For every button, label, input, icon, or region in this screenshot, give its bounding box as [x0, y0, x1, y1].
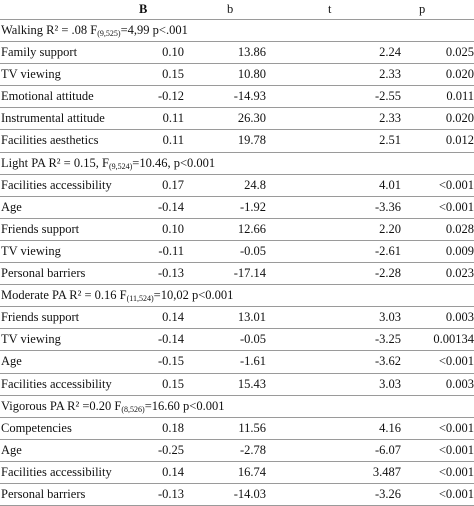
row-label: Facilities aesthetics — [1, 133, 99, 148]
section-title-rest: =16.60 p<0.001 — [144, 398, 225, 413]
table-row — [0, 484, 474, 506]
row-label: Friends support — [1, 310, 80, 325]
cell-p: 0.023 — [445, 266, 474, 281]
cell-p: 0.00134 — [433, 332, 474, 347]
table-row — [0, 307, 474, 329]
section-row — [0, 396, 474, 418]
row-label: Age — [1, 354, 22, 369]
cell-t: -3.26 — [374, 486, 401, 501]
section-title-rest: =4,99 p<.001 — [120, 23, 188, 37]
table-row — [0, 263, 474, 285]
table-row — [0, 64, 474, 86]
cell-b: -14.93 — [233, 89, 266, 104]
section-title-rest: =10.46, p<0.001 — [132, 155, 216, 170]
cell-B: 0.10 — [162, 45, 184, 60]
section-title-rest: =10,02 p<0.001 — [153, 288, 234, 303]
row-label: Personal barriers — [1, 266, 86, 281]
cell-p: 0.020 — [445, 111, 474, 126]
cell-p: 0.003 — [445, 376, 474, 391]
section-title-sub: (8,526) — [121, 404, 145, 414]
cell-t: -6.07 — [374, 442, 401, 457]
header-t: t — [328, 2, 332, 16]
section-title-main: Moderate PA R² = 0.16 F — [1, 288, 127, 303]
cell-B: 0.17 — [162, 177, 184, 192]
cell-b: -14.03 — [233, 486, 266, 501]
cell-p: 0.003 — [445, 310, 474, 325]
section-title — [1, 396, 224, 420]
cell-b: 12.66 — [237, 221, 266, 236]
cell-b: -17.14 — [233, 266, 266, 281]
cell-p: 0.009 — [445, 243, 474, 258]
cell-b: -1.92 — [239, 199, 266, 214]
header-p: p — [419, 2, 426, 16]
cell-B: 0.14 — [162, 464, 184, 479]
cell-p: <0.001 — [438, 486, 474, 501]
table-row — [0, 462, 474, 484]
cell-B: 0.18 — [162, 420, 184, 435]
cell-B: 0.10 — [162, 221, 184, 236]
cell-t: -2.61 — [374, 243, 401, 258]
table-row — [0, 42, 474, 64]
cell-b: -0.05 — [239, 243, 266, 258]
cell-t: 4.01 — [379, 177, 401, 192]
cell-p: <0.001 — [438, 464, 474, 479]
cell-p: <0.001 — [438, 354, 474, 369]
row-label: Personal barriers — [1, 486, 86, 501]
cell-p: <0.001 — [438, 420, 474, 435]
section-title — [1, 153, 215, 177]
table-body — [0, 20, 474, 506]
cell-B: 0.15 — [162, 67, 184, 82]
table-header-row — [0, 0, 474, 20]
cell-B: -0.11 — [158, 243, 184, 258]
cell-t: 3.487 — [372, 464, 401, 479]
cell-t: -2.28 — [374, 266, 401, 281]
row-label: Age — [1, 442, 22, 457]
cell-b: -1.61 — [239, 354, 266, 369]
cell-p: 0.011 — [446, 89, 474, 104]
cell-B: -0.25 — [157, 442, 184, 457]
cell-B: 0.11 — [162, 133, 184, 148]
header-B: B — [139, 2, 148, 16]
cell-B: 0.14 — [162, 310, 184, 325]
cell-b: 16.74 — [237, 464, 266, 479]
row-label: Competencies — [1, 420, 72, 435]
cell-t: -3.25 — [374, 332, 401, 347]
table-row — [0, 351, 474, 373]
table-row — [0, 440, 474, 462]
section-row — [0, 285, 474, 307]
row-label: Instrumental attitude — [1, 111, 105, 126]
cell-t: -2.55 — [374, 89, 401, 104]
cell-b: 11.56 — [238, 420, 266, 435]
row-label: TV viewing — [1, 243, 61, 258]
header-b: b — [227, 2, 234, 16]
table-row — [0, 130, 474, 152]
cell-b: -0.05 — [239, 332, 266, 347]
cell-B: -0.15 — [157, 354, 184, 369]
cell-B: -0.12 — [157, 89, 184, 104]
cell-p: 0.025 — [445, 45, 474, 60]
cell-t: 2.24 — [379, 45, 401, 60]
row-label: Facilities accessibility — [1, 464, 112, 479]
cell-p: 0.028 — [445, 221, 474, 236]
cell-t: -3.62 — [374, 354, 401, 369]
cell-p: <0.001 — [438, 442, 474, 457]
table-row — [0, 241, 474, 263]
section-title-main: Walking R² = .08 F — [1, 23, 98, 37]
section-row — [0, 20, 474, 42]
cell-p: <0.001 — [438, 199, 474, 214]
row-label: Facilities accessibility — [1, 376, 112, 391]
section-title-sub: (9,525) — [97, 29, 121, 38]
cell-B: 0.15 — [162, 376, 184, 391]
cell-t: 2.51 — [379, 133, 401, 148]
table-row — [0, 374, 474, 396]
table-row — [0, 86, 474, 108]
table-row — [0, 108, 474, 130]
cell-b: 24.8 — [244, 177, 266, 192]
table-row — [0, 197, 474, 219]
table-row — [0, 418, 474, 440]
table-row — [0, 329, 474, 351]
cell-B: -0.13 — [157, 266, 184, 281]
cell-B: 0.11 — [162, 111, 184, 126]
section-title — [1, 285, 233, 309]
cell-b: 10.80 — [237, 67, 266, 82]
section-title-main: Vigorous PA R² =0.20 F — [1, 398, 122, 413]
section-title — [1, 20, 188, 44]
cell-t: 4.16 — [379, 420, 401, 435]
row-label: Friends support — [1, 221, 80, 236]
row-label: Family support — [1, 45, 78, 60]
cell-b: 19.78 — [237, 133, 266, 148]
cell-t: 2.33 — [379, 111, 401, 126]
row-label: TV viewing — [1, 332, 61, 347]
cell-t: 2.20 — [379, 221, 401, 236]
section-title-sub: (9,524) — [108, 161, 133, 171]
cell-t: 2.33 — [379, 67, 401, 82]
cell-p: 0.012 — [445, 133, 474, 148]
row-label: Emotional attitude — [1, 89, 94, 104]
row-label: Facilities accessibility — [1, 177, 112, 192]
cell-b: 13.01 — [237, 310, 266, 325]
cell-B: -0.14 — [157, 199, 184, 214]
row-label: TV viewing — [1, 67, 61, 82]
cell-t: 3.03 — [379, 376, 401, 391]
cell-p: <0.001 — [438, 177, 474, 192]
cell-b: 15.43 — [237, 376, 266, 391]
cell-b: 26.30 — [237, 111, 266, 126]
table-row — [0, 175, 474, 197]
section-row — [0, 153, 474, 175]
cell-B: -0.13 — [157, 486, 184, 501]
cell-t: 3.03 — [379, 310, 401, 325]
cell-p: 0.020 — [445, 67, 474, 82]
cell-b: 13.86 — [237, 45, 266, 60]
cell-t: -3.36 — [374, 199, 401, 214]
cell-B: -0.14 — [157, 332, 184, 347]
section-title-sub: (11,524) — [126, 294, 154, 304]
section-title-main: Light PA R² = 0.15, F — [1, 155, 109, 170]
cell-b: -2.78 — [239, 442, 266, 457]
row-label: Age — [1, 199, 22, 214]
table-row — [0, 219, 474, 241]
